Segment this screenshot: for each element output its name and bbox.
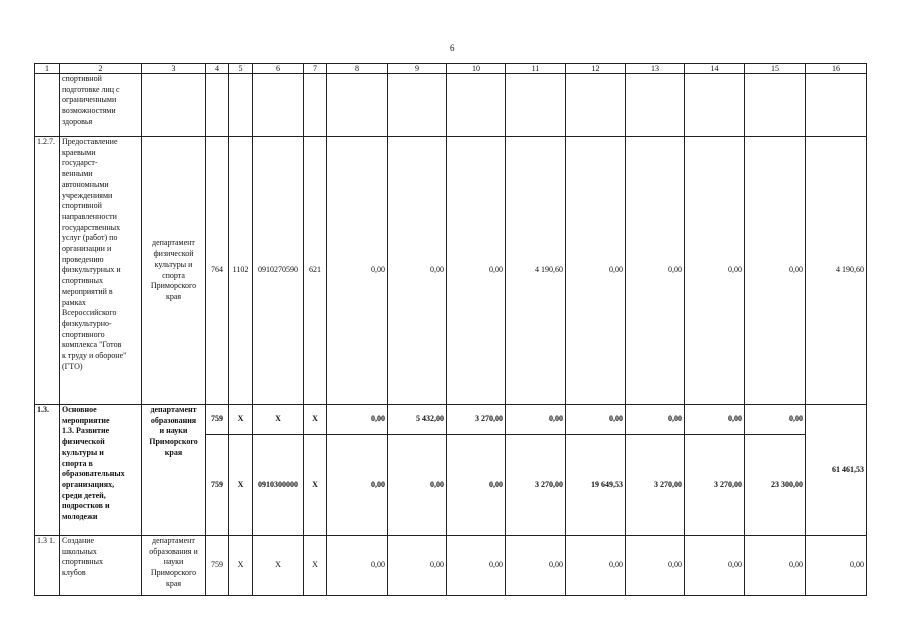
cell: X	[229, 435, 253, 536]
cell: 1102	[229, 137, 253, 405]
header-cell: 11	[506, 64, 566, 74]
cell: 19 649,53	[566, 435, 626, 536]
cell: 0,00	[745, 536, 806, 596]
cell: X	[304, 536, 327, 596]
cell: 0910300000	[253, 435, 304, 536]
cell: 0,00	[447, 137, 506, 405]
cell: X	[229, 405, 253, 435]
cell: 0,00	[388, 536, 447, 596]
cell: X	[304, 435, 327, 536]
cell: 0,00	[506, 536, 566, 596]
cell: 0,00	[626, 405, 685, 435]
cell: 759	[206, 536, 229, 596]
header-cell: 16	[806, 64, 867, 74]
header-cell: 5	[229, 64, 253, 74]
row-name: спортивной подготовке лиц с ограниченными возможностями здоровья	[60, 74, 142, 137]
header-row	[35, 64, 867, 74]
budget-table	[34, 63, 867, 596]
table-row	[35, 74, 867, 137]
cell: 0,00	[327, 405, 388, 435]
cell: 0,00	[685, 536, 745, 596]
row-number: 1.3 1.	[35, 536, 60, 596]
cell: 764	[206, 137, 229, 405]
cell: 0,00	[566, 405, 626, 435]
cell: 0,00	[327, 137, 388, 405]
table-row	[35, 536, 867, 596]
header-cell: 9	[388, 64, 447, 74]
cell: X	[253, 405, 304, 435]
cell: 3 270,00	[685, 435, 745, 536]
cell: 61 461,53	[806, 405, 867, 536]
cell: X	[253, 536, 304, 596]
cell: 0,00	[745, 137, 806, 405]
cell: 0,00	[745, 405, 806, 435]
cell: 759	[206, 435, 229, 536]
header-cell: 4	[206, 64, 229, 74]
cell: 0,00	[506, 405, 566, 435]
cell: 0,00	[566, 536, 626, 596]
header-cell: 8	[327, 64, 388, 74]
cell: 4 190,60	[806, 137, 867, 405]
cell: 621	[304, 137, 327, 405]
cell: 0910270590	[253, 137, 304, 405]
header-cell: 6	[253, 64, 304, 74]
header-cell: 12	[566, 64, 626, 74]
cell: 0,00	[685, 405, 745, 435]
cell: 5 432,00	[388, 405, 447, 435]
row-name: Основное мероприятие 1.3. Развитие физической культуры и спорта в образовательных организациях, среди детей, подростков и молодежи	[60, 405, 142, 536]
cell: 0,00	[447, 536, 506, 596]
cell: 3 270,00	[447, 405, 506, 435]
header-cell: 1	[35, 64, 60, 74]
cell: 0,00	[685, 137, 745, 405]
header-cell: 14	[685, 64, 745, 74]
cell: 0,00	[806, 536, 867, 596]
cell: 0,00	[388, 435, 447, 536]
header-cell: 3	[142, 64, 206, 74]
cell: 0,00	[388, 137, 447, 405]
row-executor: департамент образования и науки Приморского края	[142, 405, 206, 536]
header-cell: 2	[60, 64, 142, 74]
cell: 0,00	[626, 137, 685, 405]
row-number: 1.3.	[35, 405, 60, 536]
table-row	[35, 405, 867, 435]
row-executor: департамент образования и науки Приморского края	[142, 536, 206, 596]
cell: 3 270,00	[506, 435, 566, 536]
row-number: 1.2.7.	[35, 137, 60, 405]
row-executor: департамент физической культуры и спорта Приморского края	[142, 137, 206, 405]
table-row	[35, 137, 867, 405]
row-name: Создание школьных спортивных клубов	[60, 536, 142, 596]
cell: 0,00	[327, 435, 388, 536]
cell: 23 300,00	[745, 435, 806, 536]
cell: X	[229, 536, 253, 596]
cell: X	[304, 405, 327, 435]
cell: 0,00	[566, 137, 626, 405]
cell: 0,00	[447, 435, 506, 536]
cell: 0,00	[626, 536, 685, 596]
page-number: 6	[450, 43, 455, 53]
cell: 759	[206, 405, 229, 435]
header-cell: 7	[304, 64, 327, 74]
row-name: Предоставление краевыми государст- венными автономными учреждениями спортивной направленности государственных услуг (работ) по организации и проведению физкультурных и спортивных мероприятий в рамках Всероссийского физкультурно- спортивного комплекса "Готов к труду и обороне" (ГТО)	[60, 137, 142, 405]
header-cell: 13	[626, 64, 685, 74]
header-cell: 15	[745, 64, 806, 74]
header-cell: 10	[447, 64, 506, 74]
cell: 4 190,60	[506, 137, 566, 405]
cell: 3 270,00	[626, 435, 685, 536]
cell: 0,00	[327, 536, 388, 596]
